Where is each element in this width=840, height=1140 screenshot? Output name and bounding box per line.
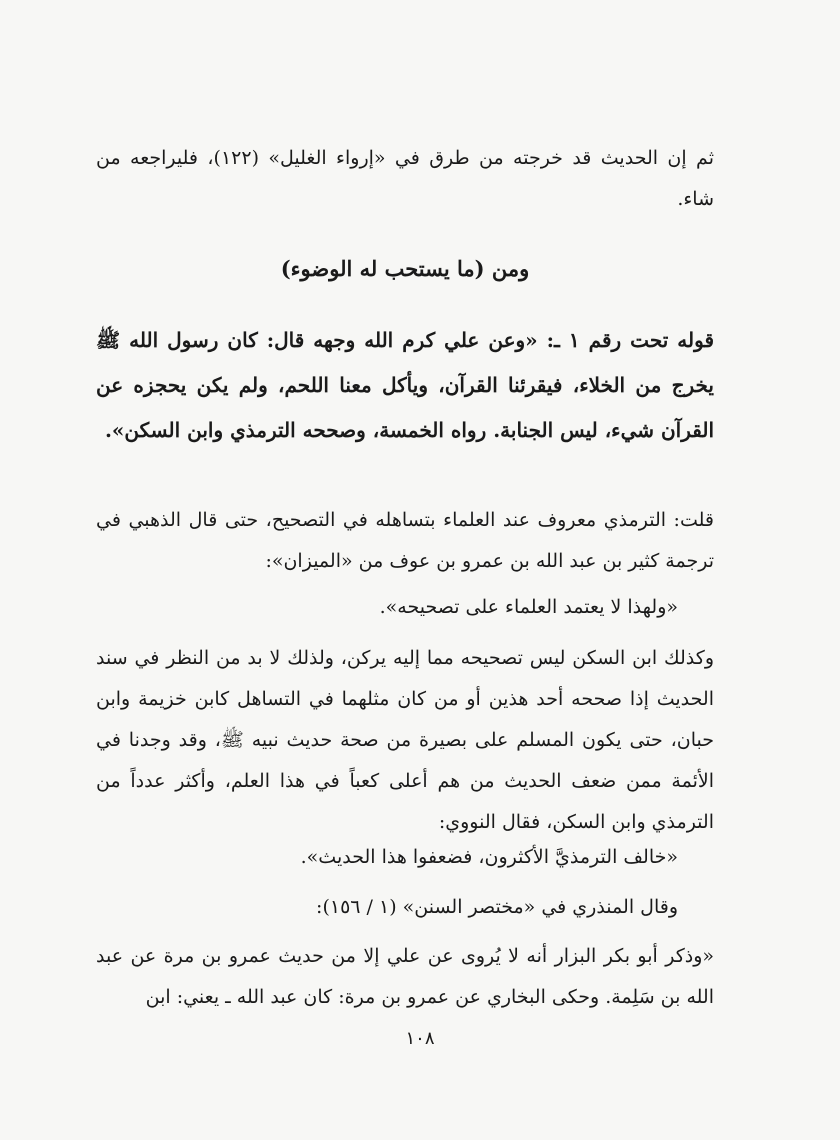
quote-dhahabi: «ولهذا لا يعتمد العلماء على تصحيحه». bbox=[379, 596, 678, 618]
paragraph-analysis: وكذلك ابن السكن ليس تصحيحه مما إليه يركن، ولذلك لا بد من النظر في سند الحديث إذا صححه أحد هذين أو من كان مثلهما في التساهل كابن خزيمة وابن حبان، حتى يكون المسلم على بصيرة من صحة حديث نبيه ﷺ، وقد وجدنا في الأئمة ممن ضعف الحديث من هم أعلى كعباً في هذا العلم، وأكثر عدداً من الترمذي وابن السكن، فقال النووي: bbox=[96, 647, 714, 833]
paragraph-hadith-quote: قوله تحت رقم ١ ـ: «وعن علي كرم الله وجهه قال: كان رسول الله ﷺ يخرج من الخلاء، فيقرئنا القرآن، ويأكل معنا اللحم، ولم يكن يحجزه عن القرآن شيء، ليس الجنابة. رواه الخمسة، وصححه الترمذي وابن السكن». bbox=[96, 328, 715, 442]
paragraph-intro: ثم إن الحديث قد خرجته من طرق في «إرواء الغليل» (١٢٢)، فليراجعه من شاء. bbox=[96, 147, 714, 210]
page-number: ١٠٨ bbox=[405, 1028, 435, 1049]
quote-nawawi: «خالف الترمذيَّ الأكثرون، فضعفوا هذا الحديث». bbox=[300, 846, 678, 868]
paragraph-comment: قلت: الترمذي معروف عند العلماء بتساهله في التصحيح، حتى قال الذهبي في ترجمة كثير بن عبد الله بن عمرو بن عوف من «الميزان»: bbox=[96, 509, 714, 572]
paragraph-mundhiri-intro: وقال المنذري في «مختصر السنن» (١ / ١٥٦): bbox=[316, 896, 678, 918]
paragraph-bazzar-quote: «وذكر أبو بكر البزار أنه لا يُروى عن علي إلا من حديث عمرو بن مرة عن عبد الله بن سَلِمة. وحكى البخاري عن عمرو بن مرة: كان عبد الله ـ يعني: ابن bbox=[96, 945, 714, 1008]
section-heading: ومن (ما يستحب له الوضوء) bbox=[280, 256, 530, 281]
